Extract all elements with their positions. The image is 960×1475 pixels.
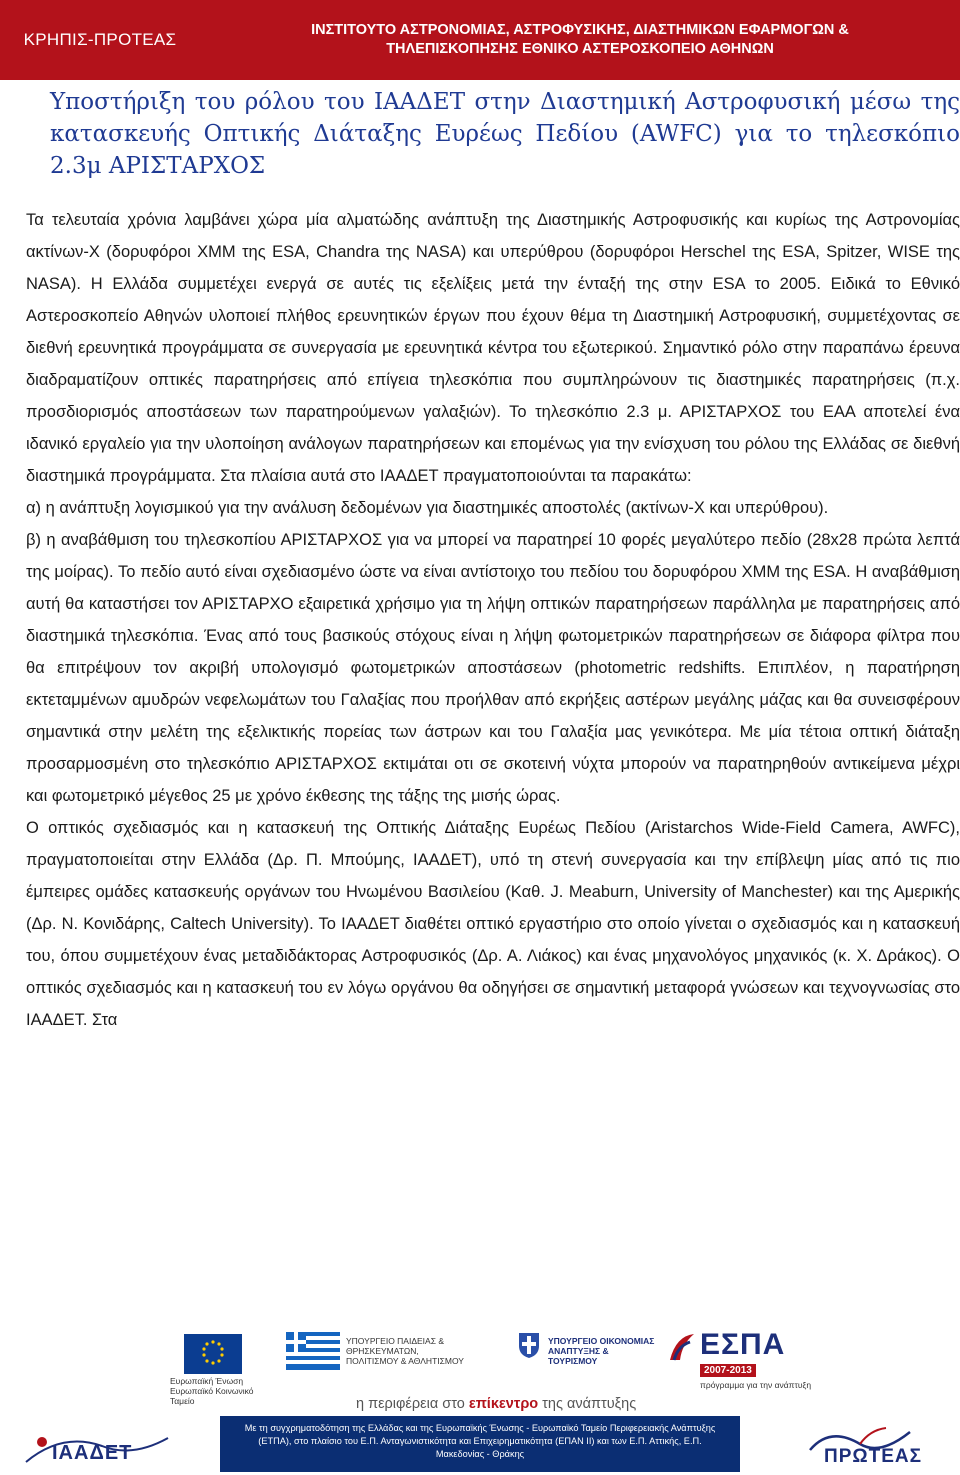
funding-band [0,1416,960,1472]
project-label [0,0,200,80]
document-body [26,204,960,1036]
motto-suffix: της ανάπτυξης [538,1396,637,1412]
project-label-text: ΚΡΗΠΙΣ-ΠΡΟΤΕΑΣ [23,30,177,49]
funding-footer [0,1318,960,1472]
eu-flag-icon [184,1334,242,1374]
iaadet-logo-text: ΙΑΑΔΕΤ [52,1442,133,1464]
paragraph-intro: Τα τελευταία χρόνια λαμβάνει χώρα μία αλματώδης ανάπτυξη της Διαστημικής Αστροφυσικής και κυρίως της Αστρονομίας ακτίνων-Χ (δορυφόροι XMM της ESA, Chandra της NASA) και υπερύθρου (δορυφόροι Herschel της ESA, Spitzer, WISE της NASA). Η Ελλάδα συμμετέχει ενεργά σε αυτές τις εξελίξεις μετά την ένταξή της στην ESA το 2005. Ειδικά το Εθνικό Αστεροσκοπείο Αθηνών υλοποιεί πλήθος ερευνητικών έργων που έχουν θέμα τη Διαστημική Αστροφυσική, συμμετέχοντας σε διεθνή ερευνητικά προγράμματα σε συνεργασία με ερευνητικά κέντρα του εξωτερικού. Σημαντικό ρόλο στην παραπάνω έρευνα διαδραματίζουν οπτικές παρατηρήσεις από επίγεια τηλεσκόπια που συμπληρώνουν τις διαστημικές παρατηρήσεις (π.χ. προσδιορισμός αποστάσεων των παρατηρούμενων γαλαξιών). Το τηλεσκόπιο 2.3 μ. ΑΡΙΣΤΑΡΧΟΣ του ΕΑΑ αποτελεί ένα ιδανικό εργαλείο για την υλοποίηση ανάλογων παρατηρήσεων και επομένως για την ενίσχυση του ρόλου της Ελλάδας σε διεθνή διαστημικά προγράμματα. Στα πλαίσια αυτά στο ΙΑΑΔΕΤ πραγματοποιούνται τα παρακάτω: [26,211,960,485]
greek-emblem-icon [516,1330,542,1360]
institute-line-1: ΙΝΣΤΙΤΟΥΤΟ ΑΣΤΡΟΝΟΜΙΑΣ, ΑΣΤΡΟΦΥΣΙΚΗΣ, ΔΙΑΣΤΗΜΙΚΩΝ ΕΦΑΡΜΟΓΩΝ & [311,22,849,38]
footer-motto [356,1396,636,1412]
motto-highlight: επίκεντρο [468,1396,539,1412]
institute-line-2: ΤΗΛΕΠΙΣΚΟΠΗΣΗΣ ΕΘΝΙΚΟ ΑΣΤΕΡΟΣΚΟΠΕΙΟ ΑΘΗΝΩΝ [386,41,774,57]
institute-banner [200,0,960,80]
espa-caption: πρόγραμμα για την ανάπτυξη [700,1380,812,1390]
economy-ministry-caption: ΥΠΟΥΡΓΕΙΟ ΟΙΚΟΝΟΜΙΑΣ ΑΝΑΠΤΥΞΗΣ & ΤΟΥΡΙΣΜΟΥ [548,1336,655,1366]
proteas-logo-text: ΠΡΩΤΕΑΣ [824,1446,923,1467]
funding-statement: Με τη συγχρηματοδότηση της Ελλάδας και της Ευρωπαϊκής Ένωσης - Ευρωπαϊκό Ταμείο Περιφερειακής Ανάπτυξης (ΕΤΠΑ), στο πλαίσιο του Ε.Π. Ανταγωνιστικότητα και Επιχειρηματικότητα (ΕΠΑΝ ΙΙ) και των Ε.Π. Αττικής, Ε.Π. Μακεδονίας - Θράκης [244,1423,716,1459]
iaadet-logo [22,1428,172,1468]
greek-flag-icon [286,1332,340,1370]
paragraph-awfc: Ο οπτικός σχεδιασμός και η κατασκευή της Οπτικής Διάταξης Ευρέως Πεδίου (Aristarchos Wide-Field Camera, AWFC), πραγματοποιείται στην Ελλάδα (Δρ. Π. Μπούμης, ΙΑΑΔΕΤ), υπό τη στενή συνεργασία και την επίβλεψη μίας από τις πιο έμπειρες ομάδες κατασκευής οργάνων του Ηνωμένου Βασιλείου (Καθ. J. Meaburn, University of Manchester) και της Αμερικής (Δρ. Ν. Κονιδάρης, Caltech University). Το ΙΑΑΔΕΤ διαθέτει οπτικό εργαστήριο στο οποίο γίνεται ο σχεδιασμός και η κατασκευή του, όπου συμμετέχουν ένας μεταδιδάκτορας Αστροφυσικός (Δρ. Α. Λιάκος) και ένας μηχανολόγος μηχανικός (κ. Χ. Δράκος). Ο οπτικός σχεδιασμός και η κατασκευή του εν λόγω οργάνου θα οδηγήσει σε σημαντική μεταφορά γνώσεων και τεχνογνωσίας στο ΙΑΑΔΕΤ. Στα [26,819,960,1029]
espa-logo-mark [668,1332,696,1362]
espa-years: 2007-2013 [700,1364,756,1377]
ministry-caption: ΥΠΟΥΡΓΕΙΟ ΠΑΙΔΕΙΑΣ & ΘΡΗΣΚΕΥΜΑΤΩΝ, ΠΟΛΙΤΙΣΜΟΥ & ΑΘΛΗΤΙΣΜΟΥ [346,1336,464,1366]
paragraph-item-a: α) η ανάπτυξη λογισμικού για την ανάλυση δεδομένων για διαστημικές αποστολές (ακτίνων-Χ και υπερύθρου). [26,499,829,517]
motto-prefix: η περιφέρεια στο [356,1396,469,1412]
page-header [0,0,960,80]
proteas-logo [800,1420,940,1470]
espa-logo: ΕΣΠΑ [700,1328,786,1361]
document-title: Υποστήριξη του ρόλου του ΙΑΑΔΕΤ στην Διαστημική Αστροφυσική μέσω της κατασκευής Οπτικής Διάταξης Ευρέως Πεδίου (AWFC) για το τηλεσκόπιο 2.3μ ΑΡΙΣΤΑΡΧΟΣ [50,89,960,179]
eu-caption: Ευρωπαϊκή Ένωση Ευρωπαϊκό Κοινωνικό Ταμείο [170,1376,254,1406]
paragraph-item-b: β) η αναβάθμιση του τηλεσκοπίου ΑΡΙΣΤΑΡΧΟΣ για να μπορεί να παρατηρεί 10 φορές μεγαλύτερο πεδίο (28x28 πρώτα λεπτά της μοίρας). Το πεδίο αυτό είναι σχεδιασμένο ώστε να είναι αντίστοιχο του πεδίου του δορυφόρου XMM της ESA. Η αναβάθμιση αυτή θα καταστήσει τον ΑΡΙΣΤΑΡΧΟ εξαιρετικά χρήσιμο για τη λήψη οπτικών παρατηρήσεων παράλληλα με παρατηρήσεις από διαστημικά τηλεσκόπια. Ένας από τους βασικούς στόχους είναι η λήψη φωτομετρικών παρατηρήσεων σε διάφορα φίλτρα που θα επιτρέψουν τον ακριβή υπολογισμό φωτομετρικών αποστάσεων (photometric redshifts. Επιπλέον, η παρατήρηση εκτεταμμένων αμυδρών νεφελωμάτων του Γαλαξίας που προήλθαν από εκρήξεις αστέρων μεγάλης μάζας και θα συνεισφέρουν σημαντικά στην μελέτη της εξελικτικής πορείας των άστρων και του Γαλαξία μας γενικότερα. Με μία τέτοια οπτική διάταξη προσαρμοσμένη στο τηλεσκόπιο ΑΡΙΣΤΑΡΧΟΣ εκτιμάται οτι σε σκοτεινή νύχτα μπορούν να παρατηρηθούν αντικείμενα μέχρι και φωτομετρικό μέγεθος 25 με χρόνο έκθεσης της τάξης της μισής ώρας. [26,531,960,805]
